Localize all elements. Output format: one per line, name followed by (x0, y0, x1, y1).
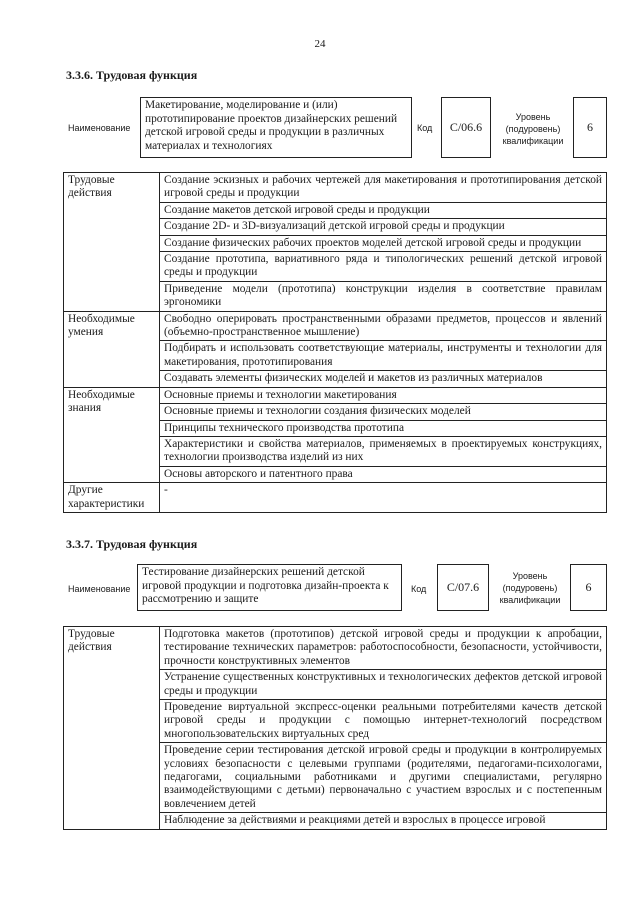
table-cell: Создание макетов детской игровой среды и продукции (160, 202, 607, 218)
code-label-336: Код (417, 123, 433, 133)
table-cell: Проведение серии тестирования детской игровой среды и продукции в контролируемых условиях безопасности с целевыми группами (родителями, педагогами-психологами, педагогами, социальными работниками и другими специалистами, регулярно взаимодействующими с детьми) первоначально с участием взрослых и с постепенным вовлечением детей (160, 743, 607, 813)
row-head-labor-actions-337: Трудовые действия (64, 627, 160, 830)
code-value-337: С/07.6 (437, 564, 489, 611)
section-title-337: 3.3.7. Трудовая функция (66, 537, 198, 551)
table-cell: Основные приемы и технологии макетирования (160, 387, 607, 403)
table-cell: Устранение существенных конструктивных и технологических дефектов детской игровой среды и продукции (160, 670, 607, 700)
function-name-336: Макетирование, моделирование и (или) прототипирование проектов дизайнерских решений детской игровой среды и продукции в различных материалах и технологиях (140, 97, 412, 158)
row-head-other: Другие характеристики (64, 483, 160, 513)
table-cell: Проведение виртуальной экспресс-оценки реальными потребителями качеств детской игровой среды и продукции с помощью интернет-технологий посредством многопользовательских виртуальных сред (160, 700, 607, 743)
table-cell: Создание 2D- и 3D-визуализаций детской игровой среды и продукции (160, 219, 607, 235)
row-head-skills: Необходимые умения (64, 311, 160, 387)
level-label-337: Уровень (подуровень) квалификации (499, 571, 561, 605)
page-number: 24 (314, 38, 326, 50)
name-label-336: Наименование (68, 123, 131, 133)
level-label-336: Уровень (подуровень) квалификации (502, 112, 564, 146)
table-cell: Создавать элементы физических моделей и макетов из различных материалов (160, 371, 607, 387)
name-label-337: Наименование (68, 584, 131, 594)
function-table-336 (63, 172, 607, 513)
table-cell: Создание прототипа, вариативного ряда и типологических решений детской игровой среды и продукции (160, 252, 607, 282)
table-cell: Основы авторского и патентного права (160, 466, 607, 482)
function-table-337 (63, 626, 607, 830)
table-cell: Подбирать и использовать соответствующие материалы, инструменты и технологии для макетирования, прототипирования (160, 341, 607, 371)
table-cell: Свободно оперировать пространственными образами предметов, процессов и явлений (объемно-пространственное мышление) (160, 311, 607, 341)
table-row (64, 483, 607, 513)
table-cell: Принципы технического производства прототипа (160, 420, 607, 436)
row-head-knowledge: Необходимые знания (64, 387, 160, 482)
code-value-336: С/06.6 (441, 97, 491, 158)
code-label-337: Код (411, 584, 427, 594)
level-value-336: 6 (573, 97, 607, 158)
row-head-labor-actions: Трудовые действия (64, 173, 160, 312)
table-cell: Создание физических рабочих проектов моделей детской игровой среды и продукции (160, 235, 607, 251)
table-row (64, 627, 607, 670)
level-value-337: 6 (570, 564, 607, 611)
table-cell: - (160, 483, 607, 513)
table-cell: Создание эскизных и рабочих чертежей для макетирования и прототипирования детской игровой среды и продукции (160, 173, 607, 203)
table-cell: Приведение модели (прототипа) конструкции изделия в соответствие правилам эргономики (160, 281, 607, 311)
table-cell: Основные приемы и технологии создания физических моделей (160, 404, 607, 420)
table-cell: Характеристики и свойства материалов, применяемых в проектируемых конструкциях, технологии производства изделий из них (160, 436, 607, 466)
function-name-337: Тестирование дизайнерских решений детской игровой продукции и подготовка дизайн-проекта к рассмотрению и защите (137, 564, 402, 611)
table-row (64, 173, 607, 203)
table-row (64, 387, 607, 403)
table-cell: Наблюдение за действиями и реакциями детей и взрослых в процессе игровой (160, 813, 607, 829)
section-title-336: 3.3.6. Трудовая функция (66, 68, 198, 82)
table-cell: Подготовка макетов (прототипов) детской игровой среды и продукции к апробации, тестирование технических параметров: работоспособности, безопасности, устойчивости, прочности конструктивных элементов (160, 627, 607, 670)
table-row (64, 311, 607, 341)
